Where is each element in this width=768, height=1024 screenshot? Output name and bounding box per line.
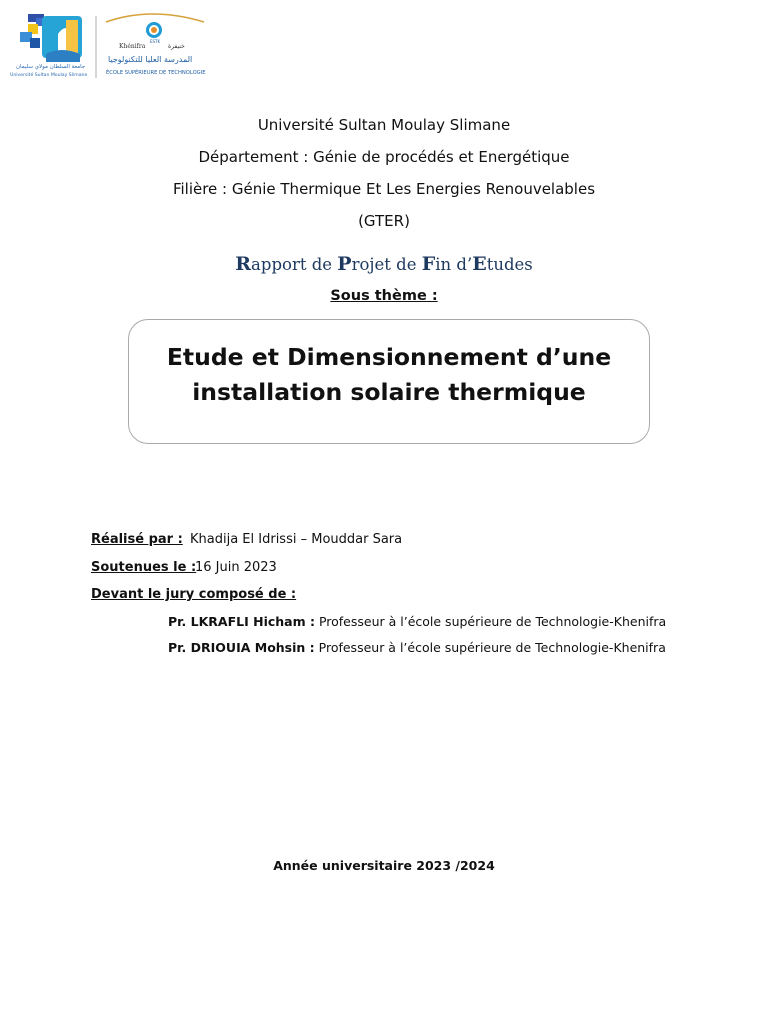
svg-text:ÉCOLE SUPÉRIEURE DE TECHNOLOGI: ÉCOLE SUPÉRIEURE DE TECHNOLOGIE	[106, 70, 206, 76]
university-logo	[6, 10, 216, 82]
soutenu-label: Soutenues le :	[91, 560, 197, 575]
university-name: Université Sultan Moulay Slimane	[257, 116, 511, 134]
subtitle-label: Sous thème :	[330, 288, 438, 304]
title-box	[128, 319, 650, 444]
academic-year: Année universitaire 2023 /2024	[273, 858, 495, 873]
jury-member: Pr. DRIOUIA Mohsin : Professeur à l’école supérieure de Technologie-Khenifra	[168, 640, 666, 655]
soutenu-value: 16 Juin 2023	[195, 560, 277, 575]
svg-text:ESTK: ESTK	[150, 39, 161, 44]
svg-text:خنيفرة: خنيفرة	[168, 43, 185, 50]
realise-value: Khadija El Idrissi – Mouddar Sara	[190, 532, 403, 547]
report-title: Etude et Dimensionnement d’une installation solaire thermique	[166, 343, 612, 406]
filiere: Filière : Génie Thermique Et Les Energies Renouvelables	[172, 180, 596, 198]
report-type: Rapport de Projet de Fin d’Etudes	[235, 253, 533, 275]
realise-label: Réalisé par :	[91, 532, 183, 547]
filiere-acronym: (GTER)	[358, 212, 410, 230]
university-caption: Université Sultan Moulay Slimane	[10, 73, 88, 78]
jury-label: Devant le jury composé de :	[91, 587, 297, 602]
svg-text:جامعة السلطان مولاي سليمان: جامعة السلطان مولاي سليمان	[16, 64, 86, 70]
svg-text:المدرسة العليا للتكنولوجيا: المدرسة العليا للتكنولوجيا	[108, 55, 193, 64]
svg-text:Khénifra: Khénifra	[119, 43, 146, 50]
department: Département : Génie de procédés et Energétique	[198, 148, 570, 166]
header-logos	[6, 10, 216, 82]
jury-member: Pr. LKRAFLI Hicham : Professeur à l’école supérieure de Technologie-Khenifra	[168, 614, 667, 629]
